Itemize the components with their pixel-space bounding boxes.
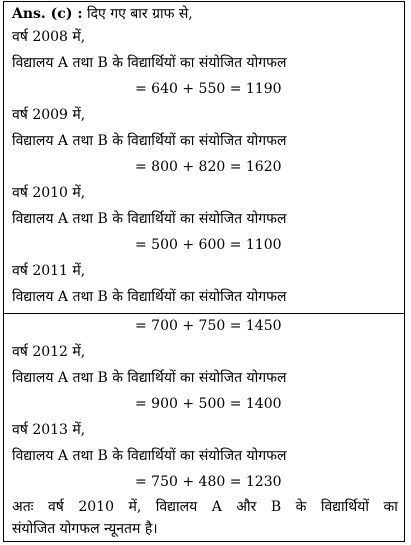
conclusion-word: के <box>295 499 307 515</box>
combined-sum-label: विद्यालय A तथा B के विद्यार्थियों का संयोजित योगफल <box>12 133 287 149</box>
conclusion-line-2: संयोजित योगफल न्यूनतम है। <box>12 521 158 537</box>
conclusion-word: अतः <box>12 499 34 515</box>
year-2013-label: वर्ष 2013 में, <box>12 422 86 438</box>
equation-2010: = 500 + 600 = 1100 <box>135 237 282 253</box>
answer-intro: दिए गए बार ग्राफ से, <box>86 6 193 22</box>
combined-sum-label: विद्यालय A तथा B के विद्यार्थियों का संयोजित योगफल <box>12 289 287 305</box>
year-2010-label: वर्ष 2010 में, <box>12 185 86 201</box>
combined-sum-label: विद्यालय A तथा B के विद्यार्थियों का संयोजित योगफल <box>12 55 287 71</box>
answer-label: Ans. (c) : <box>12 6 83 22</box>
conclusion-word: में, <box>128 499 142 515</box>
combined-sum-label: विद्यालय A तथा B के विद्यार्थियों का संयोजित योगफल <box>12 448 287 464</box>
equation-2013: = 750 + 480 = 1230 <box>135 474 282 490</box>
combined-sum-label: विद्यालय A तथा B के विद्यार्थियों का संयोजित योगफल <box>12 211 287 227</box>
year-2008-label: वर्ष 2008 में, <box>12 29 86 45</box>
equation-2009: = 800 + 820 = 1620 <box>135 159 282 175</box>
answer-heading <box>12 5 193 23</box>
conclusion-word: विद्यार्थियों <box>320 499 369 515</box>
conclusion-word: और <box>236 499 257 515</box>
conclusion-line-1 <box>12 498 398 516</box>
conclusion-word: का <box>383 499 398 515</box>
conclusion-word: 2010 <box>78 499 114 515</box>
conclusion-word: विद्यालय <box>155 499 198 515</box>
year-2011-label: वर्ष 2011 में, <box>12 263 86 279</box>
answer-box-bottom <box>3 313 405 542</box>
conclusion-word: A <box>211 499 222 515</box>
answer-box-top <box>3 1 405 314</box>
conclusion-word: वर्ष <box>47 499 64 515</box>
combined-sum-label: विद्यालय A तथा B के विद्यार्थियों का संयोजित योगफल <box>12 370 287 386</box>
equation-2011: = 700 + 750 = 1450 <box>135 318 282 334</box>
year-2012-label: वर्ष 2012 में, <box>12 344 86 360</box>
year-2009-label: वर्ष 2009 में, <box>12 107 86 123</box>
equation-2012: = 900 + 500 = 1400 <box>135 396 282 412</box>
equation-2008: = 640 + 550 = 1190 <box>135 81 282 97</box>
conclusion-word: B <box>270 499 282 515</box>
